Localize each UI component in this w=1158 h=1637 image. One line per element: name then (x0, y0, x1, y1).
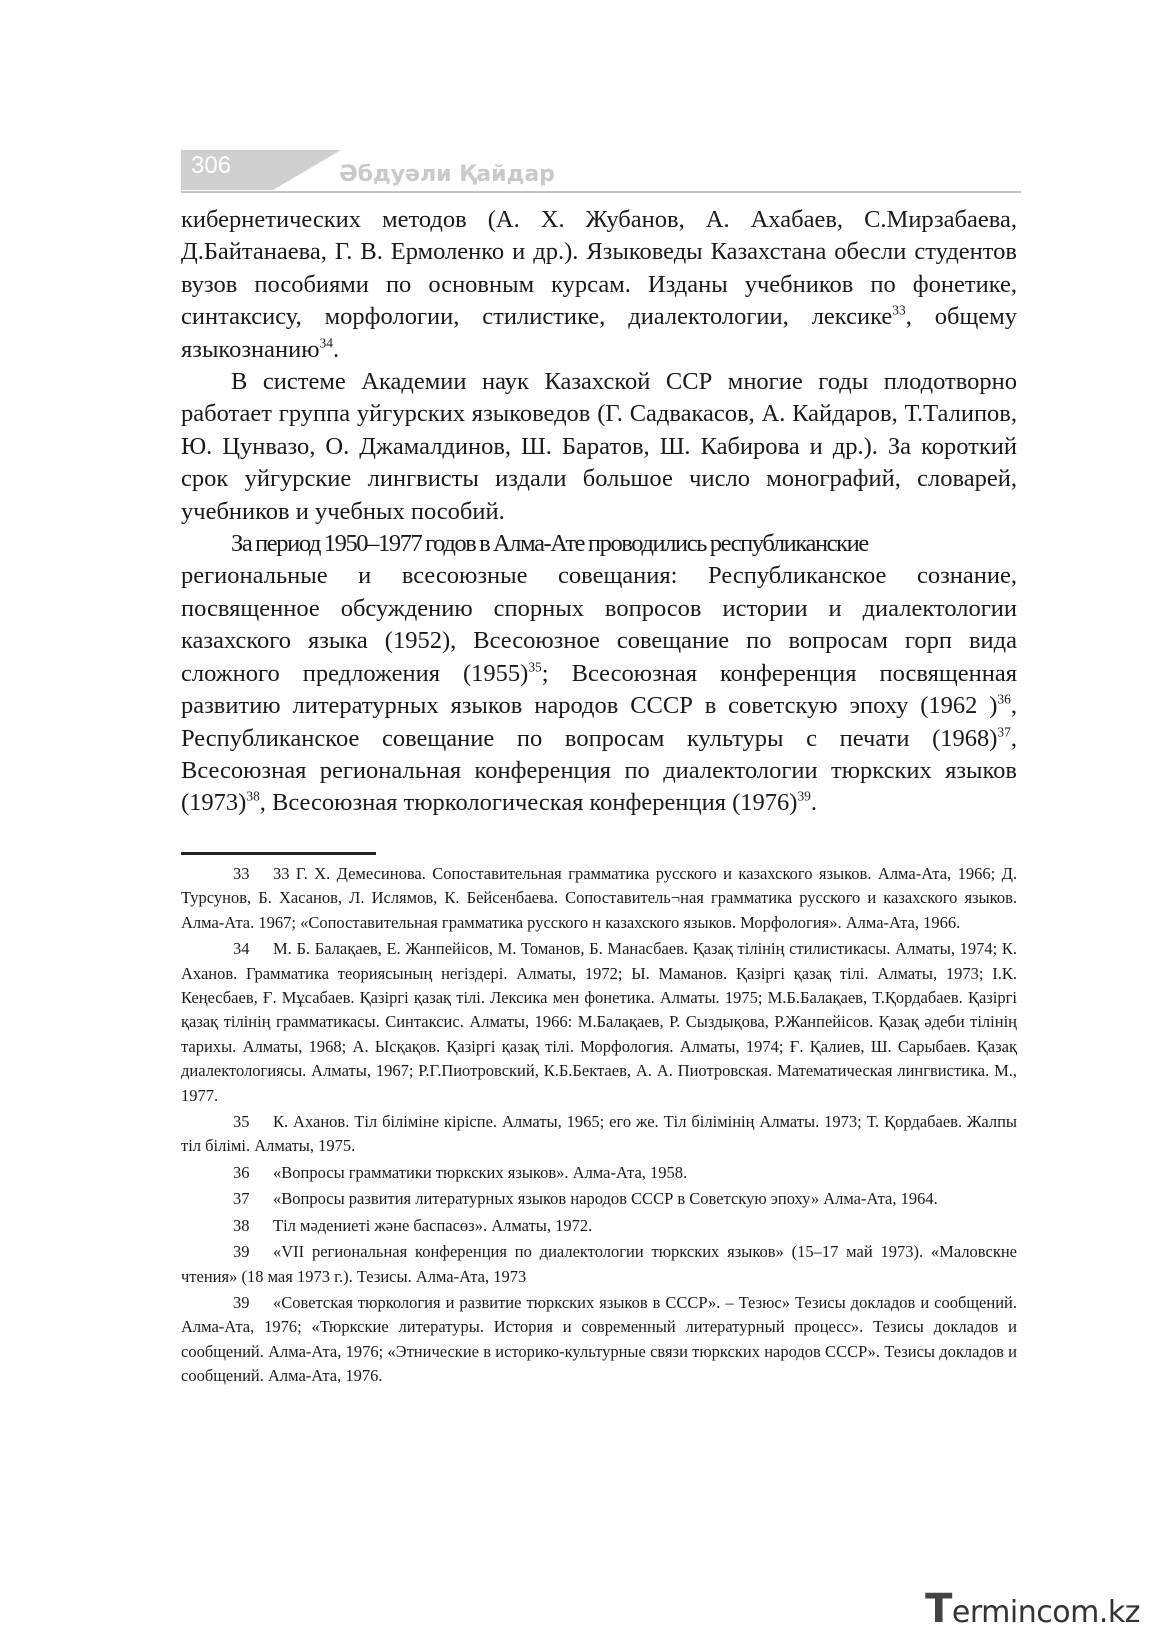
header-rule (181, 191, 1021, 193)
paragraph-1-text: кибернетических методов (А. Х. Жубанов, А. Ахабаев, С.Мирзабаева, Д.Байтанаева, Г. В. Ермоленко и др.). Языковеды Казахстана обесли студентов вузов пособиями по основным курсам. Изданы учебников по фонетике, синтаксису, морфологии, стилистике, диалектологии, лексике (181, 206, 1017, 331)
footnote-ref-36[interactable]: 36 (997, 691, 1011, 707)
footnote (181, 1161, 1017, 1185)
footnote-text: «Вопросы развития литературных языков народов СССР в Советскую эпоху» Алма-Ата, 1964. (273, 1189, 938, 1209)
page-number: 306 (191, 152, 232, 179)
paragraph-3-seg-2: ; Всесоюзная конференция посвященная развитию литературных языков народов СССР в советскую эпоху (1962 ) (181, 659, 1017, 720)
paragraph-3-seg-1: региональные и всесоюзные совещания: Республиканское сознание, посвященное обсуждению спорных вопросов истории и диалектологии казахского языка (1952), Всесоюзное совещание по вопросам горп вида сложного предложения (1955) (181, 562, 1017, 687)
footnotes (181, 862, 1017, 1391)
page-number-tab-slant (273, 150, 341, 190)
footnote-ref-33[interactable]: 33 (892, 302, 906, 318)
footnote (181, 862, 1017, 935)
paragraph-3-seg-3: , Республиканское совещание по вопросам культуры с печати (1968) (181, 692, 1017, 752)
footnote-number: 37 (233, 1189, 250, 1209)
footnote-ref-34[interactable]: 34 (319, 335, 333, 351)
paragraph-1-end: . (332, 335, 340, 363)
body-text (181, 204, 1017, 820)
footnote-text: 33 Г. Х. Демесинова. Сопоставительная грамматика русского и казахского языков. Алма-Ата, 1966; Д. Турсунов, Б. Хасанов, Л. Ислямов, К. Бейсенбаева. Сопоставитель¬ная грамматика русского и казахского языков. Алма-Ата. 1967; «Сопоставительная грамматика русского н казахского языков. Морфология». Алма-Ата, 1966. (181, 864, 1017, 932)
paragraph-3-first-line: За период 1950–1977 годов в Алма-Ате проводились республиканские (231, 530, 868, 558)
footnote-ref-37[interactable]: 37 (997, 724, 1011, 740)
footnote-number: 39 (233, 1242, 250, 1262)
paragraph-2: В системе Академии наук Казахской ССР многие годы плодотворно работает группа уйгурских языковедов (Г. Садвакасов, А. Кайдаров, Т.Талипов, Ю. Цунвазо, О. Джамалдинов, Ш. Баратов, Ш. Кабирова и др.). За короткий срок уйгурские лингвисты издали большое число монографий, словарей, учебников и учебных пособий. (181, 368, 1017, 525)
footnote (181, 1240, 1017, 1289)
paragraph-3-seg-5: , Всесоюзная тюркологическая конференция (1976) (259, 789, 798, 817)
footnote-number: 39 (233, 1292, 250, 1312)
termincom-watermark-logo (925, 1586, 1140, 1632)
footnote (181, 1291, 1017, 1389)
footnote-text: «Советская тюркология и развитие тюркских языков в СССР». – Тезюс» Тезисы докладов и сообщений. Алма-Ата, 1976; «Тюркские литературы. История и современный литературный процесс». Тезисы докладов и сообщений. Алма-Ата, 1976; «Этнические в историко-культурные связи тюркских народов СССР». Тезисы докладов и сообщений. Алма-Ата, 1976. (181, 1292, 1017, 1386)
footnote-number: 38 (233, 1215, 250, 1235)
footnote (181, 1187, 1017, 1211)
footnote (181, 937, 1017, 1108)
watermark-big-letter: T (925, 1586, 952, 1632)
footnote-number: 35 (233, 1112, 250, 1132)
footnote-text: «Вопросы грамматики тюркских языков». Алма-Ата, 1958. (273, 1162, 688, 1182)
footnote-ref-35[interactable]: 35 (528, 659, 542, 675)
running-header-author: Әбдуәли Қайдар (339, 162, 555, 187)
footnote (181, 1214, 1017, 1238)
paragraph-3 (181, 560, 1017, 819)
page-header (181, 150, 1021, 198)
footnote-text: «VII региональная конференция по диалектологии тюркских языков» (15–17 май 1973). «Маловскне чтения» (18 мая 1973 г.). Тезисы. Алма-Ата, 1973 (181, 1242, 1017, 1286)
watermark-text: ermincom.kz (951, 1595, 1140, 1630)
footnote-text: К. Аханов. Тіл біліміне кіріспе. Алматы, 1965; его же. Тіл білімінің Алматы. 1973; Т. Қордабаев. Жалпы тіл білімі. Алматы, 1975. (181, 1112, 1017, 1156)
footnote-ref-38[interactable]: 38 (246, 788, 260, 804)
footnote-number: 33 (233, 864, 250, 883)
paragraph-1 (181, 204, 1017, 366)
footnote-number: 36 (233, 1162, 250, 1182)
footnote-text: М. Б. Балақаев, Е. Жанпейісов, М. Томанов, Б. Манасбаев. Қазақ тілінің стилистикасы. Алматы, 1974; К. Аханов. Грамматика теориясының негіздері. Алматы, 1972; Ы. Маманов. Қазіргі қазақ тілі. Алматы, 1973; І.К. Кеңесбаев, Ғ. Мұсабаев. Қазіргі қазақ тілі. Лексика мен фонетика. Алматы. 1975; М.Б.Балақаев, Т.Қордабаев. Қазіргі қазақ тілінің грамматикасы. Синтаксис. Алматы, 1966: М.Балақаев, Р. Сыздықова, Р.Жанпейісов. Қазақ әдеби тілінің тарихы. Алматы, 1968; А. Ысқақов. Қазіргі қазақ тілі. Морфология. Алматы, 1974; Ғ. Қалиев, Ш. Сарыбаев. Қазақ диалектологиясы. Алматы, 1967; Р.Г.Пиотровский, К.Б.Бектаев, А. А. Пиотровская. Математическая лингвистика. М., 1977. (181, 939, 1017, 1105)
footnote-separator (181, 852, 376, 855)
footnote-number: 34 (233, 939, 250, 959)
footnote-text: Тіл мәдениеті және баспасөз». Алматы, 1972. (273, 1215, 593, 1235)
paragraph-3-seg-4: , Всесоюзная региональная конференция по диалектологии тюркских языков (1973) (181, 724, 1017, 817)
paragraph-1-mid: , общему языкознанию (181, 303, 1017, 363)
footnote-ref-39[interactable]: 39 (797, 788, 811, 804)
paragraph-3-seg-6: . (810, 789, 818, 817)
footnote (181, 1110, 1017, 1159)
